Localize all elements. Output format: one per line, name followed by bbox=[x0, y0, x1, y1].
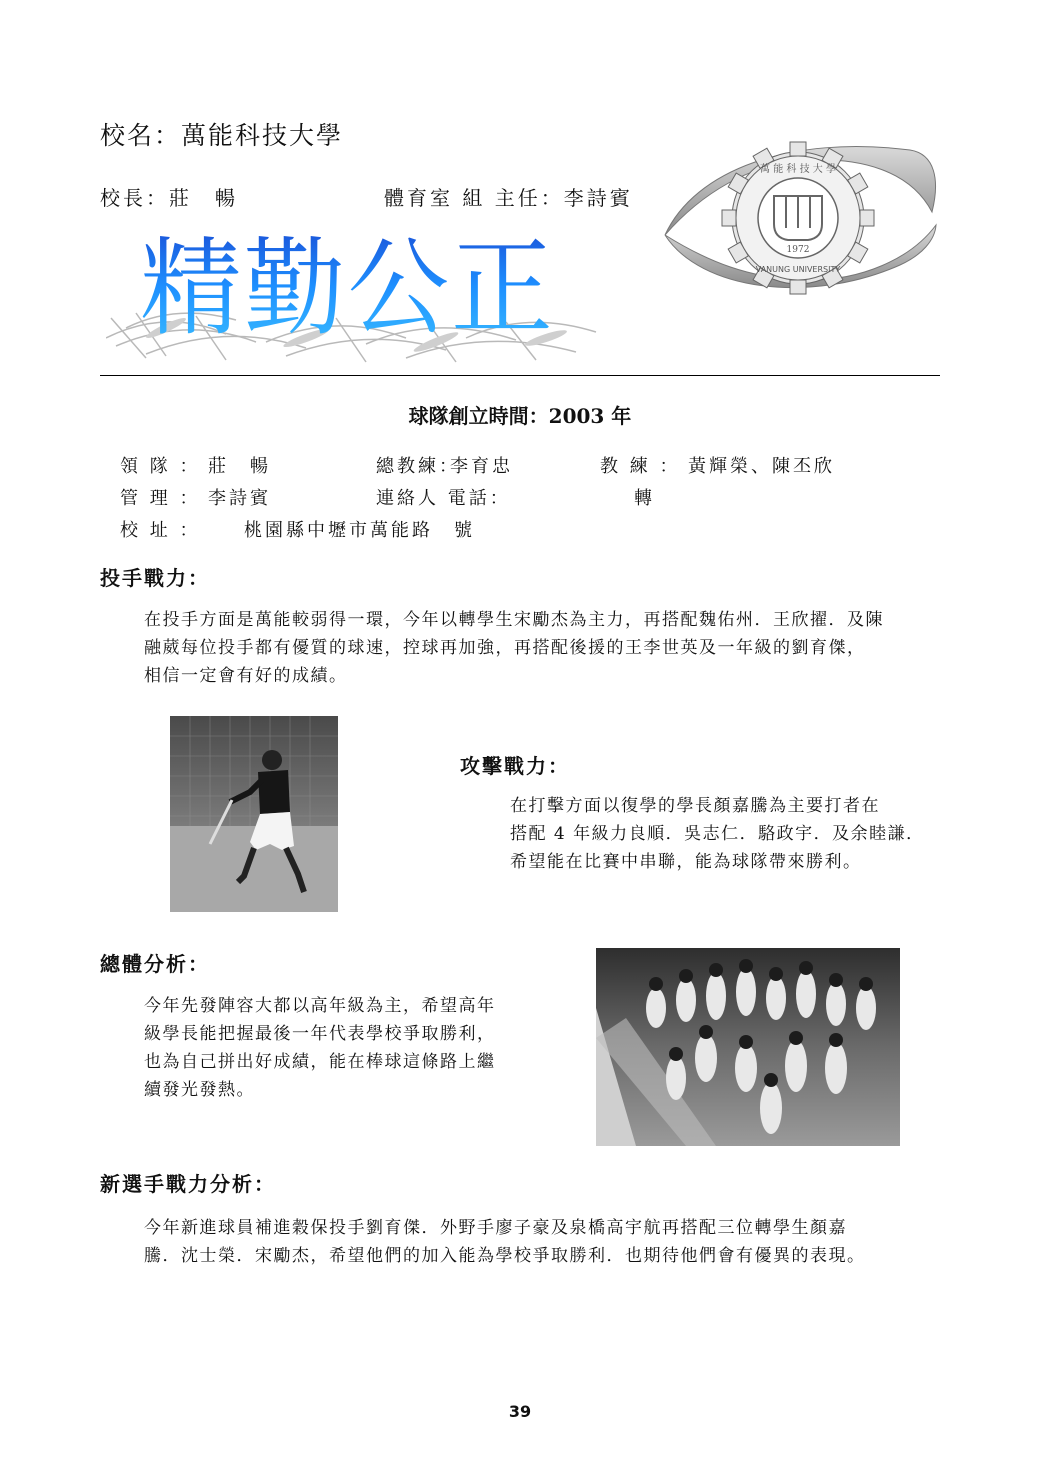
batting-title: 攻擊戰力： bbox=[460, 754, 570, 778]
head-coach-label: 總教練： bbox=[376, 456, 460, 477]
team-photo bbox=[596, 948, 900, 1146]
school-motto: 精勤公正 bbox=[140, 224, 555, 364]
batting-photo bbox=[170, 716, 338, 912]
overall-title: 總體分析： bbox=[100, 952, 210, 976]
leader-value: 莊 暢 bbox=[208, 456, 271, 477]
school-name: 校名：萬能科技大學 bbox=[100, 121, 344, 150]
president: 校長：莊 暢 bbox=[100, 186, 238, 210]
sports-director: 體育室 組 主任：李詩賓 bbox=[384, 186, 633, 210]
manager-label: 管 理 ： bbox=[120, 488, 201, 509]
new-players-title: 新選手戰力分析： bbox=[100, 1172, 276, 1196]
founded-date: 球隊創立時間：2003 年 bbox=[408, 404, 632, 428]
svg-text:VANUNG UNIVERSITY: VANUNG UNIVERSITY bbox=[755, 265, 841, 274]
leader-label: 領 隊 ： bbox=[120, 456, 201, 477]
head-coach-value: 李育忠 bbox=[450, 456, 513, 477]
coach-value: 黃輝榮、陳丕欣 bbox=[688, 456, 835, 477]
coach-label: 教 練 ： bbox=[600, 456, 681, 477]
divider bbox=[100, 375, 940, 376]
pitching-title: 投手戰力： bbox=[100, 566, 210, 590]
university-logo bbox=[660, 140, 940, 300]
phone-ext: 轉 bbox=[634, 488, 655, 509]
contact-label: 連絡人 電話： bbox=[376, 488, 511, 509]
manager-value: 李詩賓 bbox=[208, 488, 271, 509]
page-number: 39 bbox=[508, 1402, 532, 1421]
svg-text:萬 能 科 技 大 學: 萬 能 科 技 大 學 bbox=[760, 164, 836, 175]
pitching-text: 在投手方面是萬能較弱得一環，今年以轉學生宋勵杰為主力，再搭配魏佑州．王欣擢．及陳 融葳每位投手都有優質的球速，控球再加強，再搭配後援的王李世英及一年級的劉育傑， 相信一定會有好的成績。 bbox=[144, 610, 884, 686]
address-label: 校 址 ： bbox=[120, 520, 201, 541]
new-players-text: 今年新進球員補進穀保投手劉育傑．外野手廖子豪及泉橋高宇航再搭配三位轉學生顏嘉 騰．沈士榮．宋勵杰，希望他們的加入能為學校爭取勝利．也期待他們會有優異的表現。 bbox=[144, 1218, 866, 1266]
address-value: 桃園縣中壢市萬能路 號 bbox=[244, 520, 475, 541]
svg-text:1972: 1972 bbox=[786, 245, 810, 255]
overall-text: 今年先發陣容大都以高年級為主，希望高年 級學長能把握最後一年代表學校爭取勝利， 也為自己拼出好成績，能在棒球這條路上繼 續發光發熱。 bbox=[144, 996, 496, 1100]
batting-text: 在打擊方面以復學的學長顏嘉騰為主要打者在 搭配 4 年級力良順．吳志仁．駱政宇．及余睦謙． 希望能在比賽中串聯，能為球隊帶來勝利。 bbox=[510, 796, 925, 872]
